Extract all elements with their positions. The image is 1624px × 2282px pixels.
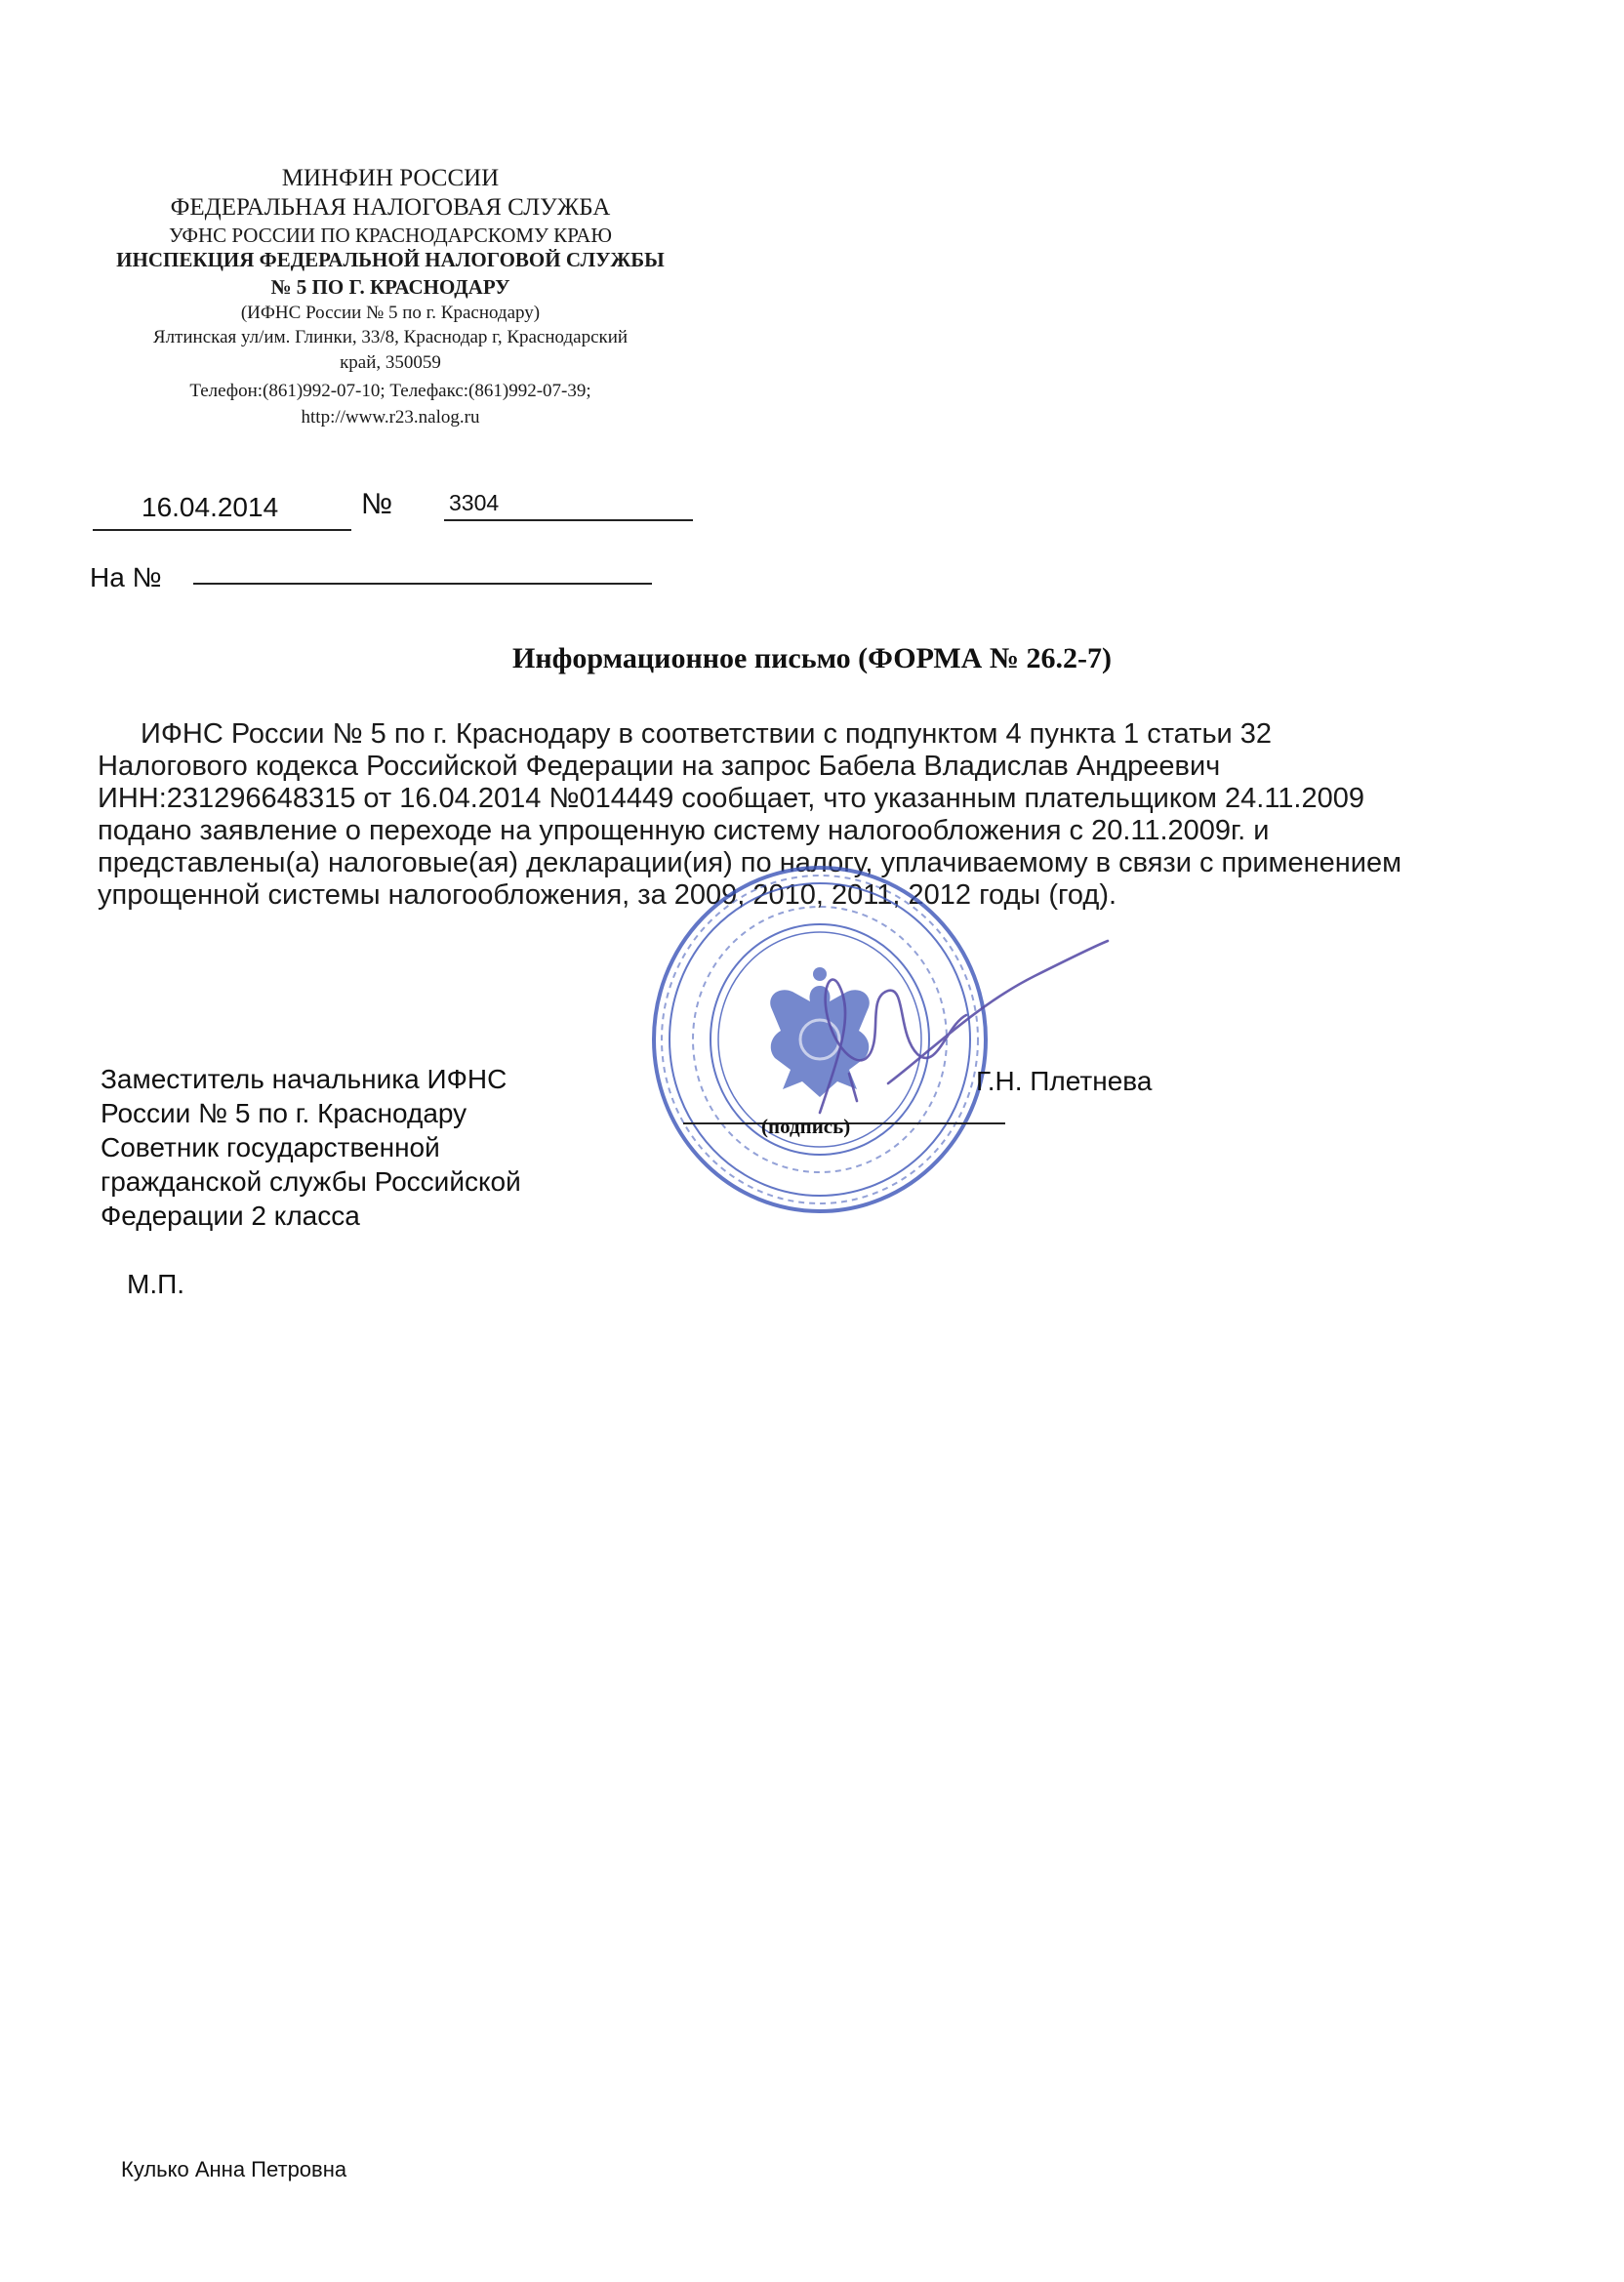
- header-phone: Телефон:(861)992-07-10; Телефакс:(861)992-07-39;: [189, 381, 591, 401]
- seal-place-label: М.П.: [127, 1269, 185, 1299]
- header-address-line1: Ялтинская ул/им. Глинки, 33/8, Краснодар г, Краснодарский: [152, 327, 629, 347]
- registration-date: 16.04.2014: [142, 492, 279, 522]
- signer-position-line: Заместитель начальника ИФНС: [101, 1064, 508, 1094]
- signer-position-line: России № 5 по г. Краснодару: [101, 1098, 467, 1128]
- registration-number: 3304: [449, 490, 500, 515]
- signer-position-line: Советник государственной: [101, 1132, 440, 1162]
- header-inspection-number: № 5 ПО Г. КРАСНОДАРУ: [270, 275, 510, 299]
- signer-position: [101, 1062, 521, 1233]
- header-address-line2: край, 350059: [340, 352, 441, 373]
- number-symbol: №: [361, 488, 393, 520]
- date-underline: [93, 529, 351, 531]
- body-line: подано заявление о переходе на упрощенную систему налогообложения с 20.11.2009г. и: [98, 815, 1270, 846]
- body-line: упрощенной системы налогообложения, за 2009, 2010, 2011, 2012 годы (год).: [98, 879, 1117, 911]
- document-title: Информационное письмо (ФОРМА № 26.2-7): [512, 642, 1112, 674]
- body-line: представлены(а) налоговые(ая) декларации(ия) по налогу, уплачиваемому в связи с применением: [98, 847, 1402, 878]
- header-regional-office: УФНС РОССИИ ПО КРАСНОДАРСКОМУ КРАЮ: [169, 224, 612, 247]
- body-line: ИФНС России № 5 по г. Краснодару в соответствии с подпунктом 4 пункта 1 статьи 32: [141, 718, 1273, 750]
- body-line: Налогового кодекса Российской Федерации на запрос Бабела Владислав Андреевич: [98, 751, 1221, 782]
- reply-reference-underline: [193, 583, 652, 585]
- signer-position-line: гражданской службы Российской: [101, 1166, 521, 1197]
- reply-reference-label: На №: [90, 562, 162, 592]
- signature-caption: (подпись): [761, 1115, 851, 1138]
- header-short-name: (ИФНС России № 5 по г. Краснодару): [240, 303, 541, 323]
- signer-name: Г.Н. Плетнева: [976, 1066, 1153, 1096]
- signer-position-line: Федерации 2 класса: [101, 1201, 360, 1231]
- header-ministry: МИНФИН РОССИИ: [281, 165, 500, 191]
- number-underline: [444, 519, 693, 521]
- header-service: ФЕДЕРАЛЬНАЯ НАЛОГОВАЯ СЛУЖБА: [170, 194, 611, 221]
- executor-name: Кулько Анна Петровна: [121, 2157, 347, 2181]
- header-inspection: ИНСПЕКЦИЯ ФЕДЕРАЛЬНОЙ НАЛОГОВОЙ СЛУЖБЫ: [116, 248, 665, 271]
- body-line: ИНН:231296648315 от 16.04.2014 №014449 сообщает, что указанным плательщиком 24.11.2009: [98, 783, 1365, 814]
- header-website: http://www.r23.nalog.ru: [301, 407, 480, 428]
